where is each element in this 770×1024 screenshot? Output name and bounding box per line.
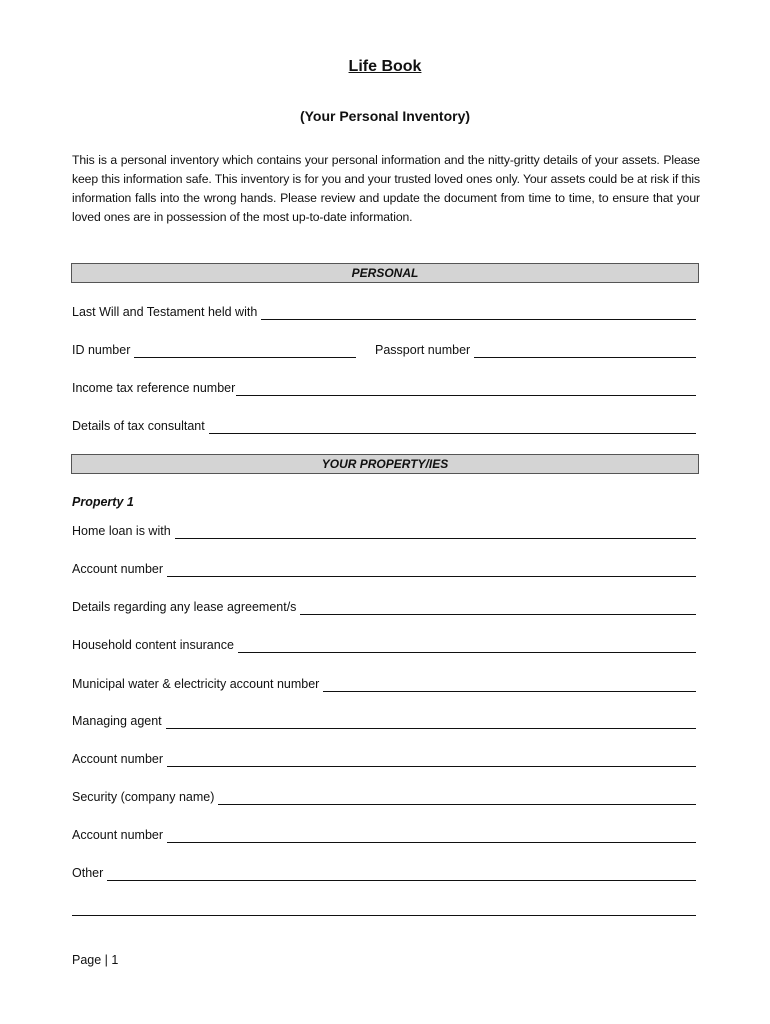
tax-reference-input-line[interactable] (236, 382, 696, 396)
managing-agent-input-line[interactable] (166, 715, 696, 729)
id-number-input-line[interactable] (134, 344, 356, 358)
security-company-field[interactable] (72, 789, 696, 805)
tax-reference-label: Income tax reference number (72, 381, 236, 395)
other-field[interactable] (72, 865, 696, 881)
home-loan-field[interactable] (72, 523, 696, 539)
lease-input-line[interactable] (300, 601, 696, 615)
id-number-label: ID number (72, 343, 131, 357)
tax-consultant-label: Details of tax consultant (72, 419, 205, 433)
extra-input-line[interactable] (72, 915, 696, 916)
insurance-field[interactable] (72, 637, 696, 653)
lease-field[interactable] (72, 599, 696, 615)
account-number-input-line-2[interactable] (167, 753, 696, 767)
municipal-account-field[interactable] (72, 676, 696, 692)
section-header-personal: PERSONAL (71, 263, 699, 283)
insurance-input-line[interactable] (238, 639, 696, 653)
account-number-field-2[interactable] (72, 751, 696, 767)
tax-consultant-field[interactable] (72, 418, 696, 434)
account-number-input-line-1[interactable] (167, 563, 696, 577)
property-subheading: Property 1 (72, 495, 134, 509)
other-input-line[interactable] (107, 867, 696, 881)
municipal-account-label: Municipal water & electricity account number (72, 677, 320, 691)
account-number-field-3[interactable] (72, 827, 696, 843)
municipal-account-input-line[interactable] (323, 678, 696, 692)
section-header-property: YOUR PROPERTY/IES (71, 454, 699, 474)
security-company-label: Security (company name) (72, 790, 215, 804)
account-number-label-1: Account number (72, 562, 164, 576)
account-number-field-1[interactable] (72, 561, 696, 577)
other-label: Other (72, 866, 104, 880)
account-number-label-2: Account number (72, 752, 164, 766)
managing-agent-label: Managing agent (72, 714, 162, 728)
tax-reference-field[interactable] (72, 380, 696, 396)
will-label: Last Will and Testament held with (72, 305, 258, 319)
account-number-input-line-3[interactable] (167, 829, 696, 843)
page-subtitle: (Your Personal Inventory) (299, 108, 471, 124)
passport-label: Passport number (375, 343, 471, 357)
passport-field[interactable] (375, 342, 696, 358)
insurance-label: Household content insurance (72, 638, 234, 652)
tax-consultant-input-line[interactable] (209, 420, 696, 434)
account-number-label-3: Account number (72, 828, 164, 842)
passport-input-line[interactable] (474, 344, 696, 358)
will-field[interactable] (72, 304, 696, 320)
managing-agent-field[interactable] (72, 713, 696, 729)
page-title: Life Book (348, 58, 422, 75)
page-number: Page | 1 (72, 953, 119, 967)
home-loan-input-line[interactable] (175, 525, 696, 539)
intro-paragraph: This is a personal inventory which contains your personal information and the nitty-gritty details of your assets. Please keep this information safe. This inventory is for you and your trusted loved ones only. Your assets could be at risk if this information falls into the wrong hands. Please review and update the document from time to time, to ensure that your loved ones are in possession of the most up-to-date information. (72, 153, 700, 224)
lease-label: Details regarding any lease agreement/s (72, 600, 297, 614)
id-number-field[interactable] (72, 342, 356, 358)
will-input-line[interactable] (261, 306, 696, 320)
home-loan-label: Home loan is with (72, 524, 171, 538)
security-company-input-line[interactable] (218, 791, 696, 805)
